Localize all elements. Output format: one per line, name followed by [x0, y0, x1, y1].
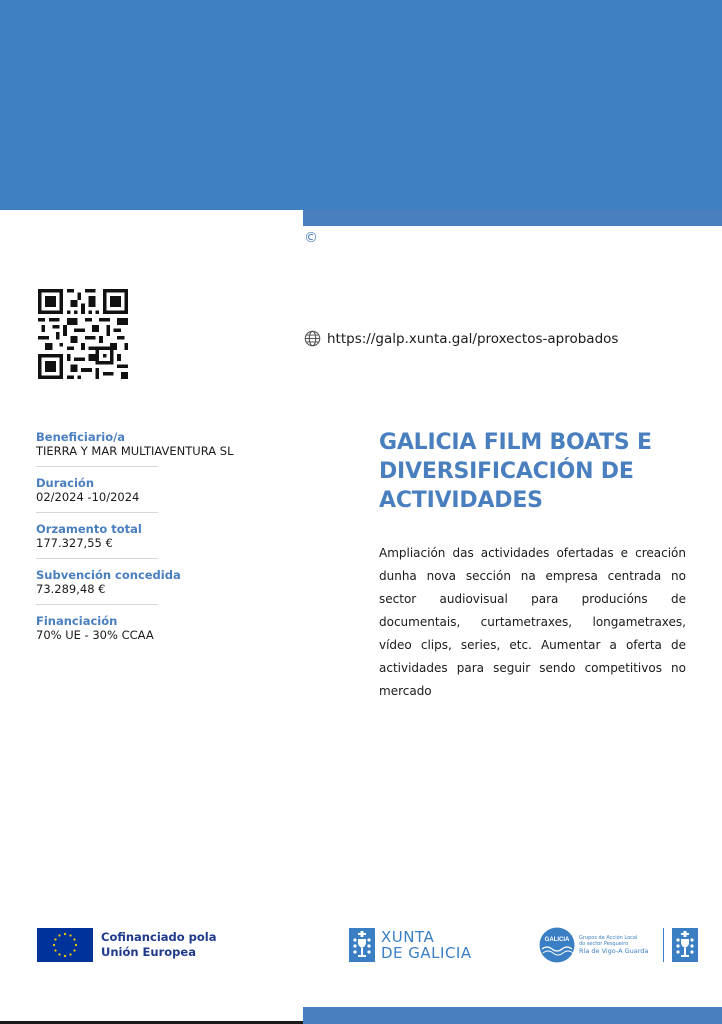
info-beneficiary [36, 430, 234, 467]
eu-flag-icon [37, 928, 93, 962]
project-link[interactable] [304, 330, 618, 347]
info-grant [36, 568, 181, 605]
info-label: Beneficiario/a [36, 430, 126, 444]
qr-code[interactable] [38, 289, 128, 379]
eu-line2: Unión Europea [101, 945, 196, 959]
info-label: Orzamento total [36, 522, 142, 536]
project-description: Ampliación das actividades ofertadas e creación dunha nova sección na empresa centrada no sector audiovisual para producións de documentais, curtametraxes, longametraxes, vídeo clips, series, etc. Aumentar a oferta de actividades para seguir sendo competitivos no mercado [379, 546, 686, 698]
info-budget [36, 522, 158, 559]
info-label: Financiación [36, 614, 118, 628]
project-url[interactable]: https://galp.xunta.gal/proxectos-aprobados [327, 330, 619, 347]
xunta-logo [349, 928, 472, 962]
galp-circle-text: GALICIA [544, 937, 570, 943]
eu-text [101, 930, 217, 960]
copyright-icon: © [304, 230, 318, 246]
galp-small-line2: do sector Pesqueiro [579, 941, 629, 947]
info-label: Duración [36, 476, 95, 490]
info-value: 02/2024 -10/2024 [36, 490, 140, 504]
info-value: 73.289,48 € [36, 582, 106, 596]
globe-icon [304, 330, 321, 347]
galp-circle-icon [539, 927, 575, 963]
project-info [36, 430, 234, 659]
info-duration [36, 476, 158, 513]
header-band [0, 0, 722, 210]
info-label: Subvención concedida [36, 568, 181, 582]
xunta-line2: DE GALICIA [381, 944, 472, 962]
info-value: 70% UE - 30% CCAA [36, 628, 154, 642]
info-funding [36, 614, 158, 650]
xunta-shield-icon [349, 928, 375, 962]
info-value: TIERRA Y MAR MULTIAVENTURA SL [36, 444, 234, 458]
eu-logo [37, 928, 217, 962]
project-title: GALICIA FILM BOATS E DIVERSIFICACIÓN DE ACTIVIDADES [379, 430, 652, 513]
xunta-line1: XUNTA [381, 928, 435, 946]
info-value: 177.327,55 € [36, 536, 113, 550]
footer-strip [303, 1007, 722, 1024]
xunta-text [381, 929, 472, 961]
galp-small-line1: Grupos de Acción Local [579, 935, 638, 941]
galp-name: Ría de Vigo-A Guarda [579, 947, 649, 955]
galp-text [579, 935, 655, 955]
header-strip [303, 210, 722, 226]
galp-divider [663, 928, 664, 962]
xunta-shield-small-icon [672, 928, 698, 962]
eu-line1: Cofinanciado pola [101, 930, 217, 944]
galp-logo [539, 927, 698, 963]
